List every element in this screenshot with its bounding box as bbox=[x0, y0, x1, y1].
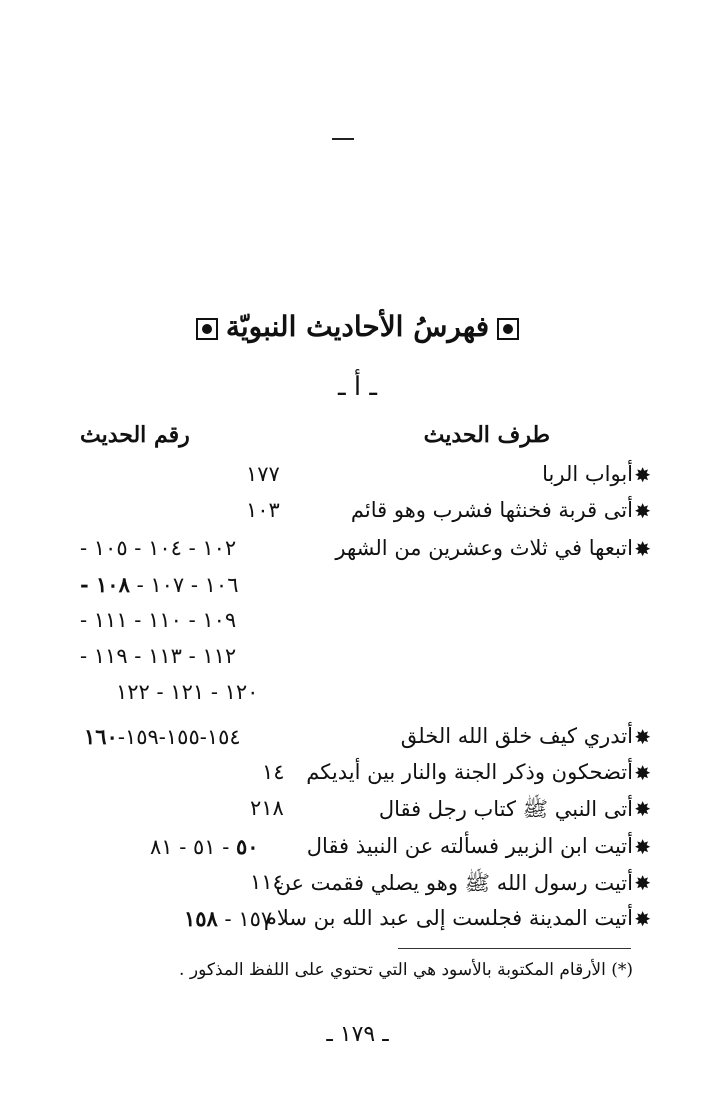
entry-number-plain: ١٠٩ - ١١٠ - ١١١ - bbox=[80, 608, 237, 632]
star-bullet-icon: ✸ bbox=[634, 871, 651, 895]
section-letter: ـ أ ـ bbox=[338, 372, 377, 402]
entry-text: اتبعها في ثلاث وعشرين من الشهر bbox=[335, 536, 633, 560]
ornament-box-icon bbox=[497, 318, 519, 340]
index-entry-continued bbox=[0, 572, 715, 606]
index-entry bbox=[0, 462, 715, 496]
column-header-number: رقم الحديث bbox=[80, 422, 190, 448]
header-dash-mark bbox=[332, 138, 354, 140]
index-entry bbox=[0, 796, 715, 830]
entry-number-bold: ١٠٨ - bbox=[80, 572, 130, 597]
index-entry bbox=[0, 498, 715, 532]
index-entry bbox=[0, 906, 715, 940]
entry-numbers bbox=[80, 572, 238, 597]
entry-number-plain: - ٥١ - ٨١ bbox=[150, 835, 237, 859]
star-bullet-icon: ✸ bbox=[634, 463, 651, 487]
index-title-text: فهرسُ الأحاديث النبويّة bbox=[225, 310, 490, 343]
entry-number-bold: ١٦٠ bbox=[84, 724, 118, 749]
entry-numbers bbox=[184, 906, 272, 931]
entry-text: أبواب الربا bbox=[542, 462, 633, 486]
footnote-rule bbox=[398, 948, 631, 949]
entry-text: أتيت المدينة فجلست إلى عبد الله بن سلام bbox=[263, 906, 633, 930]
index-entry bbox=[0, 724, 715, 758]
entry-text: أتى النبي ﷺ كتاب رجل فقال bbox=[378, 797, 633, 821]
entry-numbers bbox=[150, 834, 259, 859]
entry-numbers bbox=[80, 644, 236, 668]
star-bullet-icon: ✸ bbox=[634, 797, 651, 821]
entry-numbers bbox=[250, 796, 284, 820]
entry-text: أتيت رسول الله ﷺ وهو يصلي فقمت عن bbox=[275, 871, 633, 895]
star-bullet-icon: ✸ bbox=[634, 725, 651, 749]
entry-numbers bbox=[246, 498, 280, 522]
entry-text: أتى قربة فخنثها فشرب وهو قائم bbox=[350, 498, 633, 522]
column-header-text: طرف الحديث bbox=[423, 422, 550, 448]
entry-numbers bbox=[250, 870, 284, 894]
entry-numbers bbox=[80, 608, 236, 632]
star-bullet-icon: ✸ bbox=[634, 537, 651, 561]
entry-number-plain: ١٠٦ - ١٠٧ - bbox=[136, 573, 239, 597]
entry-number-plain: ١٢٠ - ١٢١ - ١٢٢ bbox=[116, 680, 259, 704]
index-entry-continued bbox=[0, 608, 715, 642]
index-entry-continued bbox=[0, 644, 715, 678]
footnote: (*) الأرقام المكتوبة بالأسود هي التي تحتوي على اللفظ المذكور . bbox=[179, 960, 633, 980]
index-entry bbox=[0, 760, 715, 794]
entry-numbers bbox=[262, 760, 285, 784]
index-entry bbox=[0, 834, 715, 868]
star-bullet-icon: ✸ bbox=[634, 761, 651, 785]
entry-numbers bbox=[246, 462, 280, 486]
entry-text: أتيت ابن الزبير فسألته عن النبيذ فقال bbox=[306, 834, 633, 858]
ornament-box-icon bbox=[196, 318, 218, 340]
entry-number-plain: ١٠٣ bbox=[246, 498, 280, 522]
entry-numbers bbox=[80, 536, 236, 560]
star-bullet-icon: ✸ bbox=[634, 907, 651, 931]
entry-number-bold: ٥٠ bbox=[236, 834, 259, 859]
entry-number-plain: ١٥٧ - bbox=[224, 907, 273, 931]
entry-number-plain: ١١٢ - ١١٣ - ١١٩ - bbox=[80, 644, 237, 668]
entry-number-plain: ١٠٢ - ١٠٤ - ١٠٥ - bbox=[80, 536, 237, 560]
entry-number-bold: ١٥٨ bbox=[184, 906, 218, 931]
entry-text: أتضحكون وذكر الجنة والنار بين أيديكم bbox=[306, 760, 633, 784]
entry-text: أتدري كيف خلق الله الخلق bbox=[400, 724, 633, 748]
index-title bbox=[0, 310, 715, 343]
star-bullet-icon: ✸ bbox=[634, 835, 651, 859]
index-entry bbox=[0, 536, 715, 570]
index-entry-continued bbox=[0, 680, 715, 714]
star-bullet-icon: ✸ bbox=[634, 499, 651, 523]
entry-number-plain: ٢١٨ bbox=[250, 796, 284, 820]
entry-number-plain: ١٥٤-١٥٥-١٥٩- bbox=[117, 725, 241, 749]
index-entry bbox=[0, 870, 715, 904]
entry-numbers bbox=[116, 680, 258, 704]
entry-number-plain: ١٤ bbox=[262, 760, 285, 784]
entry-number-plain: ١١٤ bbox=[250, 870, 284, 894]
entry-number-plain: ١٧٧ bbox=[246, 462, 280, 486]
page-number: ـ ١٧٩ ـ bbox=[326, 1022, 389, 1047]
entry-numbers bbox=[84, 724, 241, 749]
